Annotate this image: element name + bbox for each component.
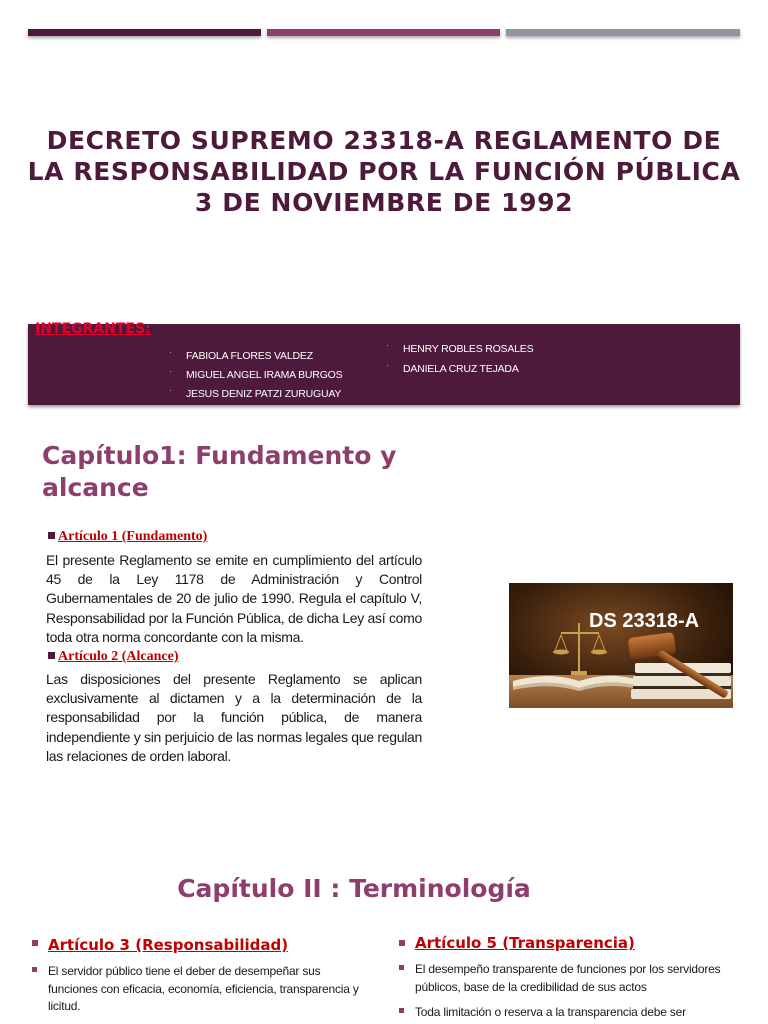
article-1-text: El presente Reglamento se emite en cumplimiento del artículo 45 de la Ley 1178 de Administración y Control Gubernamentales de 20 de julio de 1990. Regula el capítulo V, Responsabilidad por la Función Pública, de dicha Ley así como toda otra norma concordante con la misma.: [46, 552, 422, 645]
title-line-2: LA RESPONSABILIDAD POR LA FUNCIÓN PÚBLICA: [27, 157, 741, 186]
team-label: INTEGRANTES:: [35, 321, 151, 337]
bullet-icon: ·: [169, 366, 172, 376]
member-name: HENRY ROBLES ROSALES: [403, 343, 534, 355]
accent-bar-dark: [28, 29, 261, 36]
member-item: [169, 347, 313, 362]
square-bullet-icon: [32, 940, 38, 946]
square-bullet-icon: [399, 1008, 404, 1013]
square-bullet-icon: [48, 532, 55, 539]
accent-bar-gray: [506, 29, 740, 36]
gavel-books-image: [509, 583, 733, 708]
accent-bar-mid: [267, 29, 500, 36]
bullet-icon: ·: [386, 360, 389, 370]
chapter-2-title: Capítulo II : Terminología: [177, 874, 531, 903]
article-3-text: El servidor público tiene el deber de desempeñar sus funciones con eficacia, economía, eficiencia, transparencia y licitud.: [48, 964, 359, 1013]
square-bullet-icon: [399, 940, 405, 946]
article-2-heading: Artículo 2 (Alcance): [58, 649, 179, 664]
member-name: JESUS DENIZ PATZI ZURUGUAY: [186, 388, 342, 400]
article-5-heading: Artículo 5 (Transparencia): [415, 934, 635, 952]
member-name: DANIELA CRUZ TEJADA: [403, 363, 519, 375]
bullet-icon: ·: [386, 340, 389, 350]
title-line-3: 3 DE NOVIEMBRE DE 1992: [194, 188, 574, 217]
bullet-icon: ·: [169, 385, 172, 395]
article-3-heading: Artículo 3 (Responsabilidad): [48, 936, 289, 954]
page-title: [20, 125, 748, 218]
member-name: FABIOLA FLORES VALDEZ: [186, 350, 313, 362]
chapter-1-title: Capítulo1: Fundamento y alcance: [42, 441, 397, 502]
square-bullet-icon: [32, 967, 37, 972]
gavel-books-scale-image: [509, 583, 733, 708]
image-caption: DS 23318-A: [589, 610, 700, 632]
bullet-icon: ·: [169, 347, 172, 357]
square-bullet-icon: [48, 652, 55, 659]
member-item: [386, 340, 534, 355]
article-5-text-1: El desempeño transparente de funciones por los servidores públicos, base de la credibilidad de sus actos: [415, 962, 721, 994]
title-line-1: DECRETO SUPREMO 23318-A REGLAMENTO DE: [46, 126, 722, 155]
member-name: MIGUEL ANGEL IRAMA BURGOS: [186, 369, 343, 381]
member-item: [386, 360, 519, 375]
article-5-text-2: Toda limitación o reserva a la transparencia debe ser: [415, 1005, 686, 1019]
square-bullet-icon: [399, 965, 404, 970]
article-1-heading: Artículo 1 (Fundamento): [58, 529, 208, 544]
member-item: [169, 366, 343, 381]
article-2-text: Las disposiciones del presente Reglamento se aplican exclusivamente al dictamen y a la determinación de la responsabilidad por la función pública, de manera independiente y sin perjuicio de las normas legales que regulan las relaciones de orden laboral.: [46, 671, 422, 764]
member-item: [169, 385, 342, 400]
